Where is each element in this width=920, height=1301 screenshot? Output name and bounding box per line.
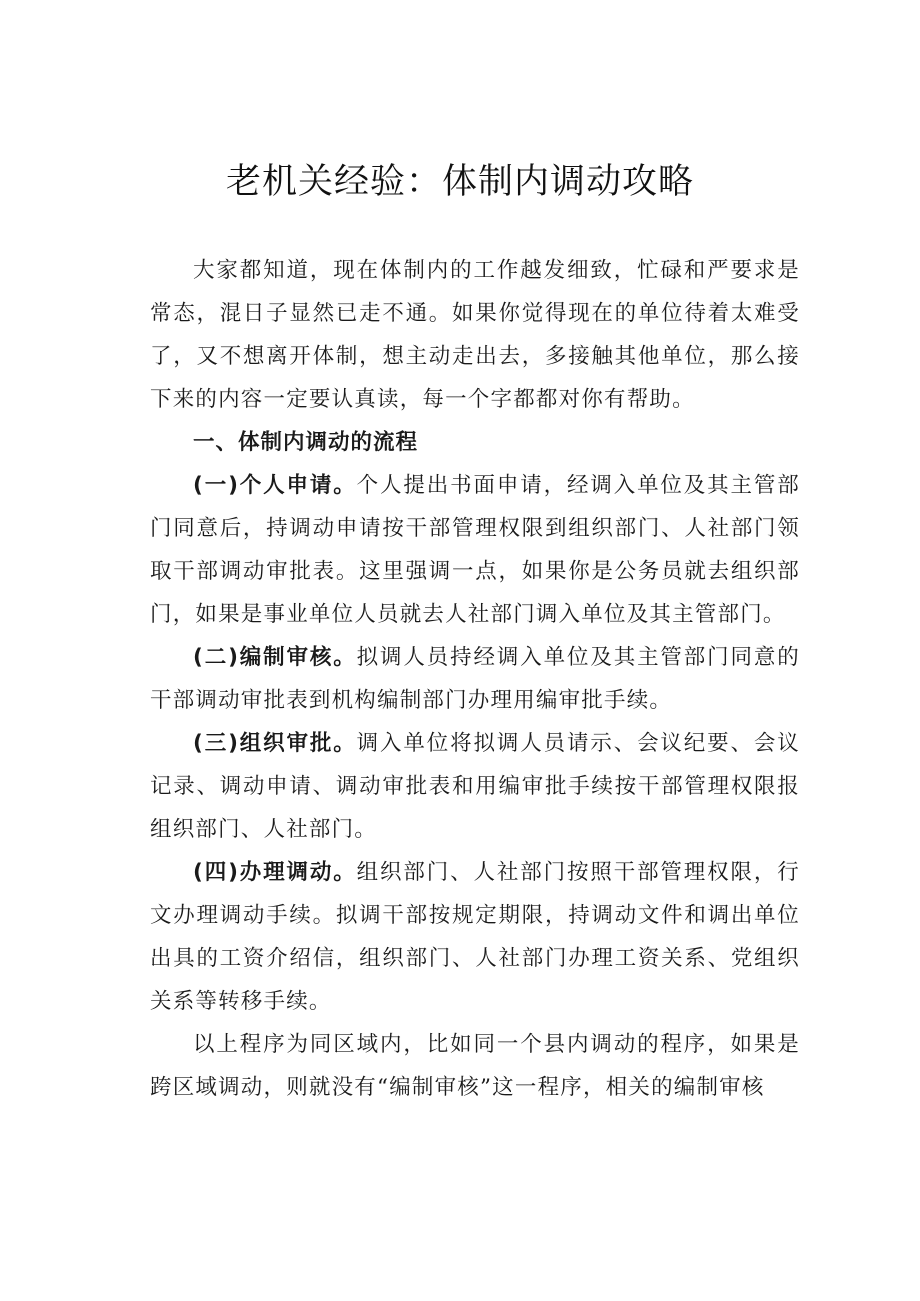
closing-paragraph: 以上程序为同区域内，比如同一个县内调动的程序，如果是跨区域调动，则就没有“编制审核”这一程序，相关的编制审核 [150,1032,800,1100]
step-paragraph [150,722,800,851]
step-lead: (三)组织审批。 [193,731,357,756]
step-text: 组织部门、人社部门按照干部管理权限，行文办理调动手续。拟调干部按规定期限，持调动文件和调出单位出具的工资介绍信，组织部门、人社部门办理工资关系、党组织关系等转移手续。 [150,860,800,1014]
step-text: 个人提出书面申请，经调入单位及其主管部门同意后，持调动申请按干部管理权限到组织部门、人社部门领取干部调动审批表。这里强调一点，如果你是公务员就去组织部门，如果是事业单位人员就去人社部门调入单位及其主管部门。 [150,473,800,627]
section-heading: 一、体制内调动的流程 [193,430,419,455]
step-text: 调入单位将拟调人员请示、会议纪要、会议记录、调动申请、调动审批表和用编审批手续按干部管理权限报组织部门、人社部门。 [150,731,800,842]
step-lead: (一)个人申请。 [193,473,357,498]
step-paragraph [150,464,800,636]
step-paragraph [150,851,800,1023]
step-lead: (四)办理调动。 [193,860,357,885]
step-paragraph [150,636,800,722]
page-title: 老机关经验：体制内调动攻略 [225,162,694,202]
step-lead: (二)编制审核。 [193,645,357,670]
document-body [150,249,800,1109]
step-text: 拟调人员持经调入单位及其主管部门同意的干部调动审批表到机构编制部门办理用编审批手续。 [150,645,800,713]
intro-paragraph: 大家都知道，现在体制内的工作越发细致，忙碌和严要求是常态，混日子显然已走不通。如果你觉得现在的单位待着太难受了，又不想离开体制，想主动走出去，多接触其他单位，那么接下来的内容一定要认真读，每一个字都都对你有帮助。 [150,258,800,412]
